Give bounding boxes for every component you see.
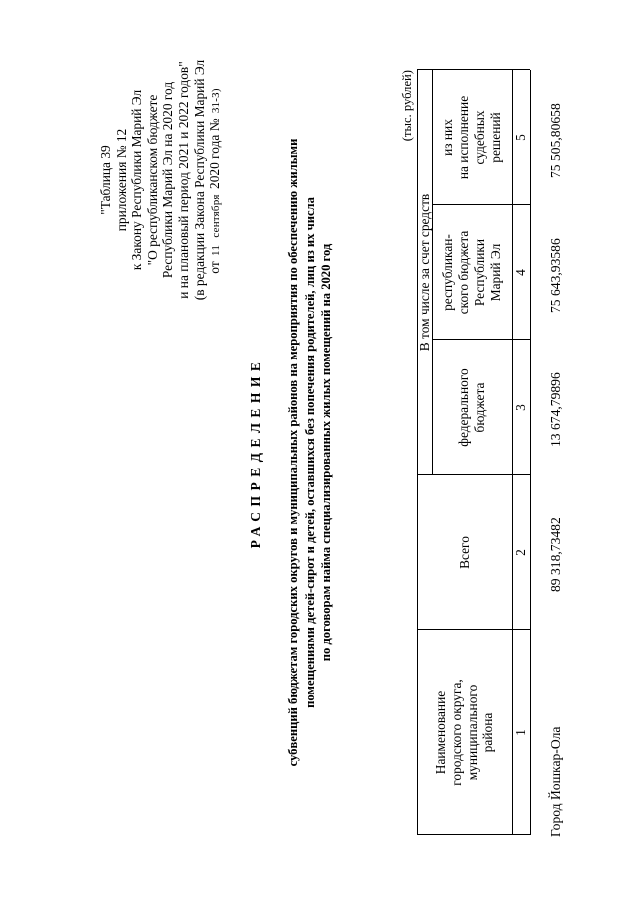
subtitle-line: субвенций бюджетам городских округов и муниципальных районов на мероприятия по обеспечению жилыми xyxy=(286,138,300,767)
header-court-line: решений xyxy=(487,112,503,163)
header-name xyxy=(417,630,512,835)
col-number: 4 xyxy=(513,269,529,276)
row-court: 75 505,80658 xyxy=(548,103,563,178)
header-republic-line: Марий Эл xyxy=(487,243,503,302)
header-republic xyxy=(432,205,512,340)
col-number: 5 xyxy=(513,134,529,141)
header-total-text: Всего xyxy=(456,536,472,569)
header-line: "О республиканском бюджете xyxy=(144,94,160,266)
header-republic-line: республикан- xyxy=(440,234,456,311)
date-year: 2020 года № xyxy=(207,118,223,189)
law-number: 31-З) xyxy=(210,88,223,114)
subtitle-line: помещениями детей-сирот и детей, оставшихся без попечения родителей, лиц из их числа xyxy=(302,197,317,708)
row-name: Город Йошкар-Ола xyxy=(548,726,563,837)
unit-label: (тыс. рублей) xyxy=(400,70,414,142)
header-line: к Закону Республики Марий Эл xyxy=(129,89,145,271)
date-month: сентября xyxy=(210,194,223,238)
header-court xyxy=(432,70,512,205)
header-line: "Таблица 39 xyxy=(98,145,113,215)
row-total: 89 318,73482 xyxy=(548,517,563,592)
date-prefix: от xyxy=(207,261,223,274)
header-federal-line: бюджета xyxy=(472,382,487,433)
header-line: (в редакции Закона Республики Марий Эл xyxy=(191,59,207,301)
header-line: и на плановый период 2021 и 2022 годов" xyxy=(175,61,191,299)
header-federal-line: федерального xyxy=(456,368,472,447)
document-subtitle xyxy=(285,60,335,845)
header-name-line: городского округа, муниципального xyxy=(448,679,480,786)
header-date-line xyxy=(207,25,225,335)
header-total xyxy=(417,475,512,630)
col-number: 1 xyxy=(513,729,529,736)
header-republic-line: Республики xyxy=(472,238,487,307)
date-day: 11 xyxy=(210,244,223,256)
col-number: 2 xyxy=(513,549,529,556)
header-line: Республики Марий Эл на 2020 год xyxy=(160,81,176,279)
row-federal: 13 674,79896 xyxy=(548,372,563,447)
row-republic: 75 643,93586 xyxy=(548,238,563,313)
header-line: приложения № 12 xyxy=(113,128,129,232)
header-court-line: судебных xyxy=(472,110,487,165)
header-court-line: из них xyxy=(440,119,456,156)
header-federal xyxy=(432,340,512,475)
document-title: РАСПРЕДЕЛЕНИЕ xyxy=(248,356,263,549)
header-court-line: на исполнение xyxy=(456,95,472,180)
subtitle-line: по договорам найма специализированных жилых помещений на 2020 год xyxy=(319,243,334,662)
header-name-line: Наименование xyxy=(432,690,448,775)
appendix-header xyxy=(98,25,225,335)
header-name-line: района xyxy=(480,712,496,753)
header-republic-line: ского бюджета xyxy=(456,230,472,315)
header-group xyxy=(417,70,432,475)
header-group-text: В том числе за счет средств xyxy=(416,193,432,352)
col-number: 3 xyxy=(513,404,529,411)
table-rule-bottom xyxy=(530,70,531,835)
